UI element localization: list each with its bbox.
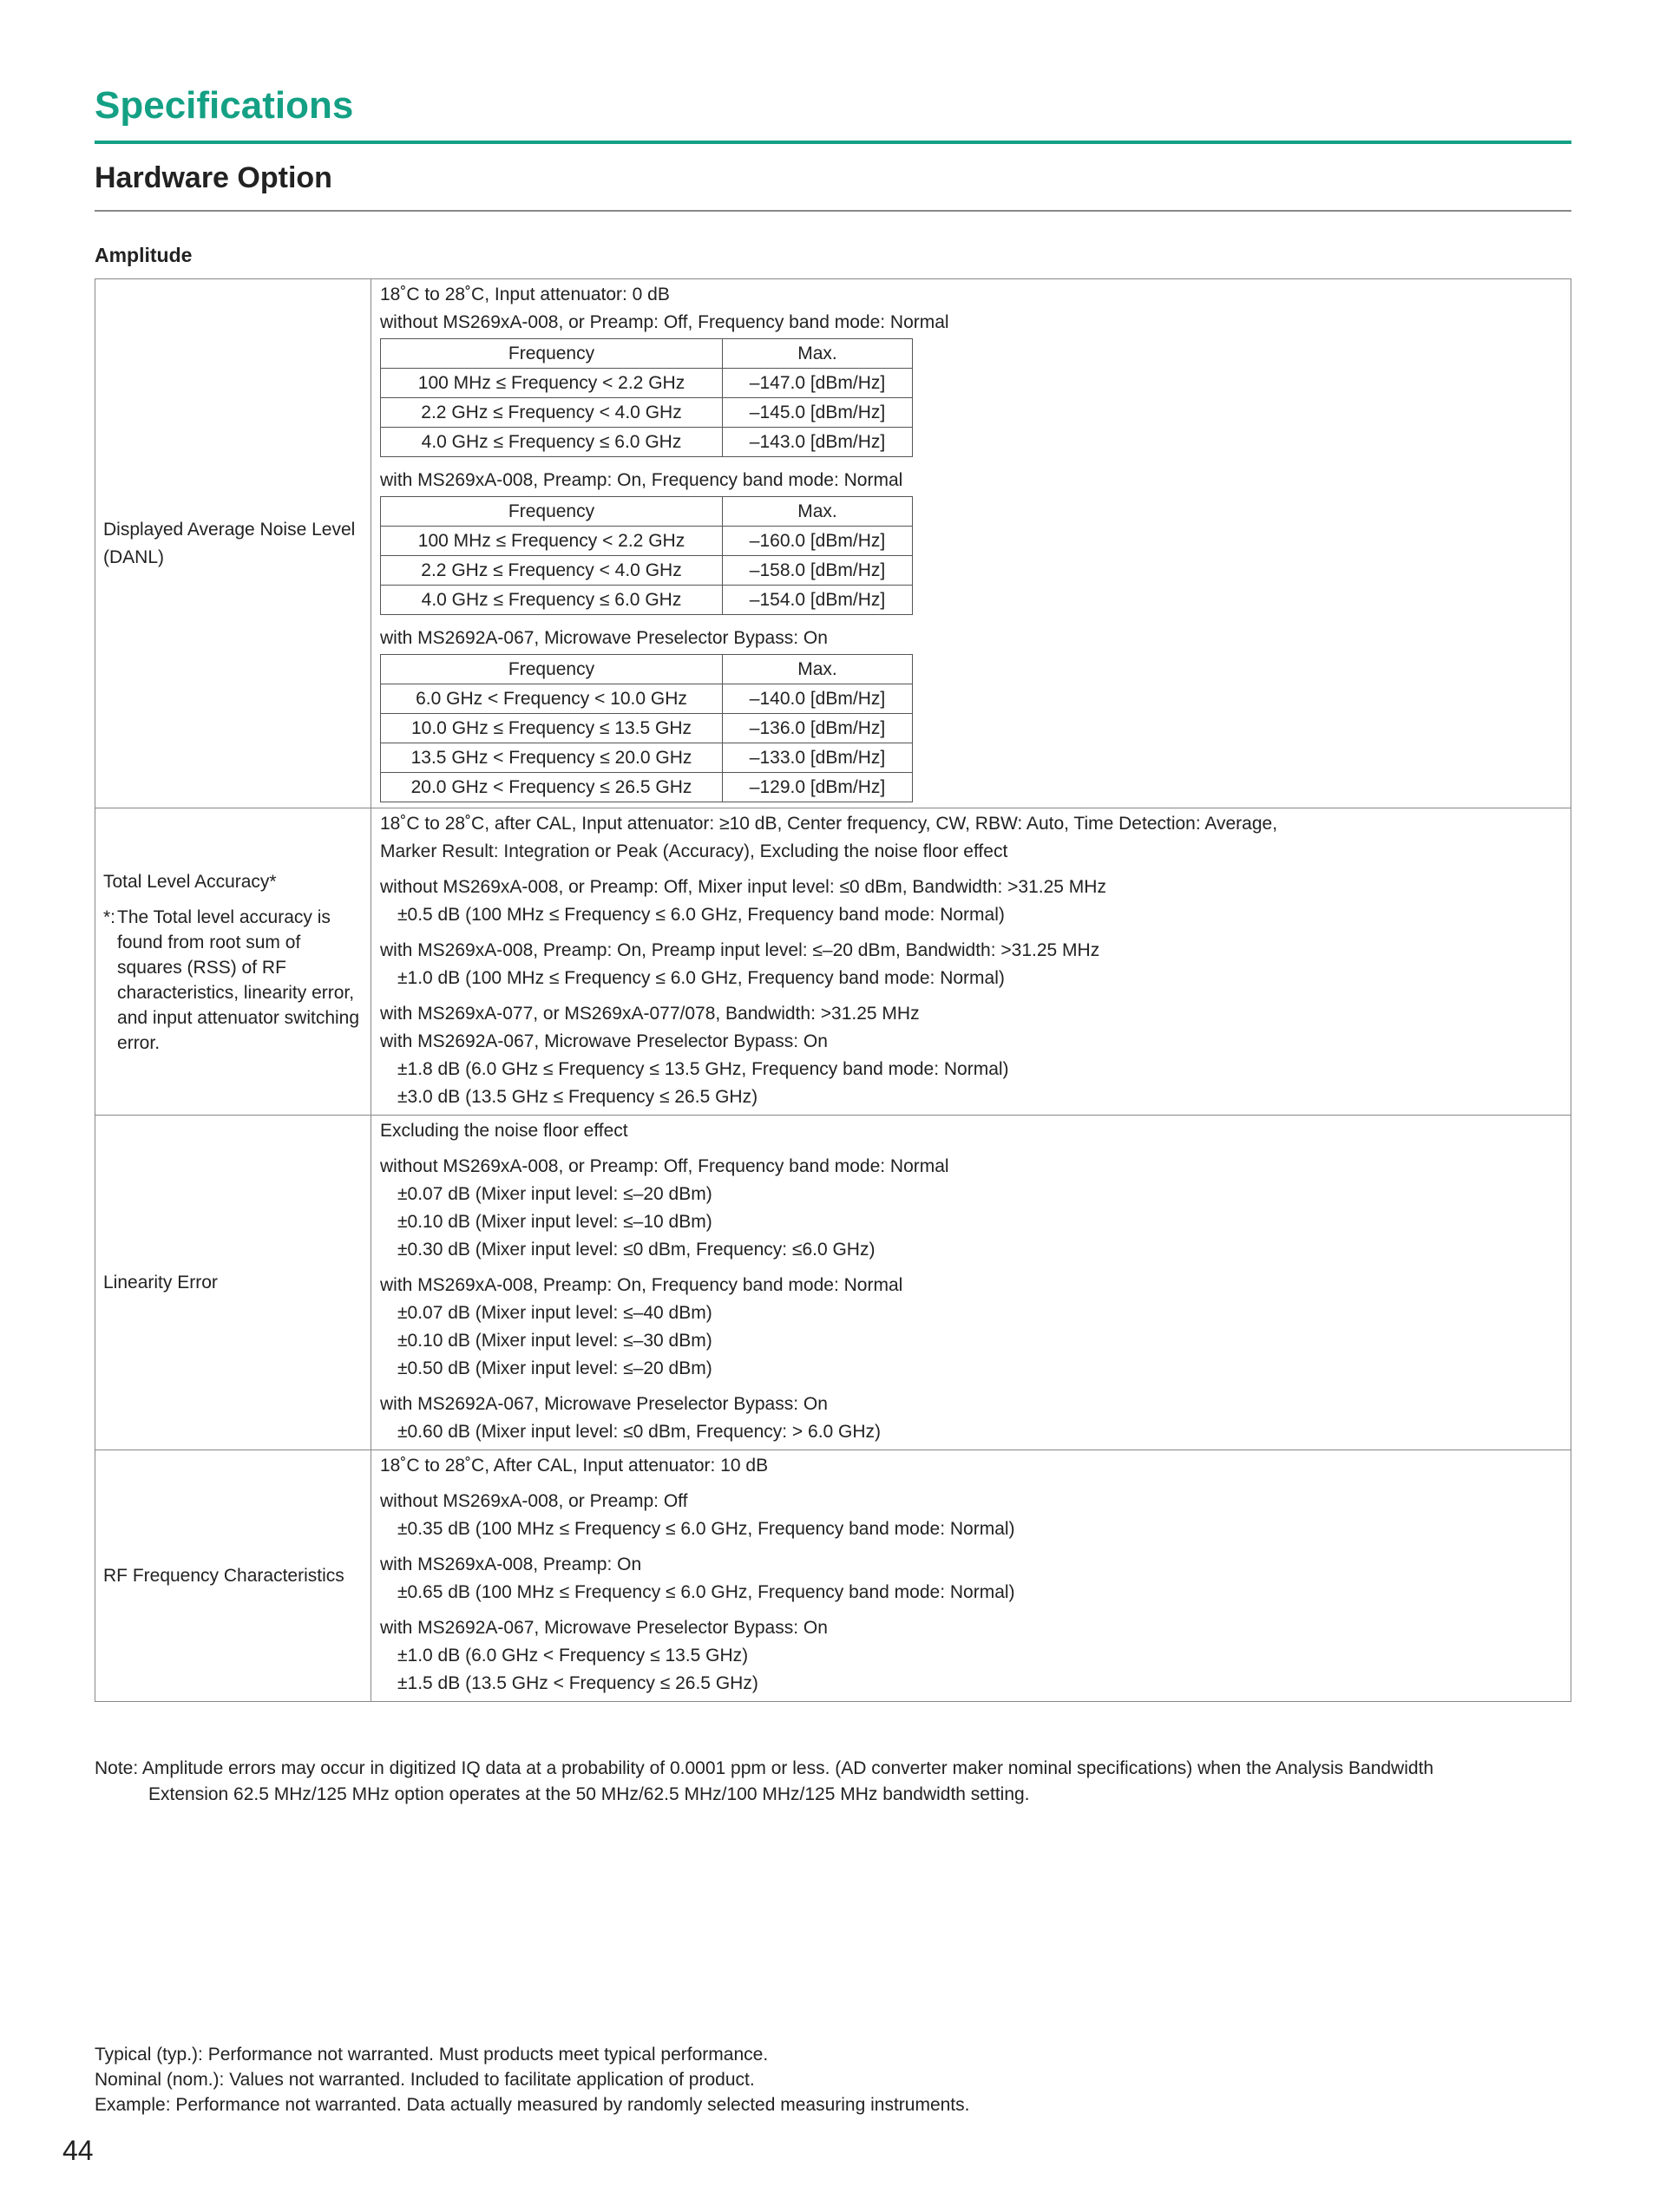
- table-cell: 100 MHz ≤ Frequency < 2.2 GHz: [381, 527, 723, 556]
- spec-value: ±0.5 dB (100 MHz ≤ Frequency ≤ 6.0 GHz, Frequency band mode: Normal): [397, 905, 1005, 925]
- spec-value: ±0.10 dB (Mixer input level: ≤–10 dBm): [397, 1212, 712, 1232]
- danl-table-preamp-off: [380, 338, 913, 457]
- table-cell: 20.0 GHz < Frequency ≤ 26.5 GHz: [381, 773, 723, 802]
- condition-text: Marker Result: Integration or Peak (Accuracy), Excluding the noise floor effect: [380, 841, 1008, 861]
- table-cell: –158.0 [dBm/Hz]: [723, 556, 913, 586]
- note-line: Extension 62.5 MHz/125 MHz option operates at the 50 MHz/62.5 MHz/100 MHz/125 MHz bandwidth setting.: [148, 1784, 1030, 1804]
- danl-table-preamp-on: [380, 496, 913, 615]
- column-header: Frequency: [381, 339, 723, 369]
- group-label: without MS269xA-008, or Preamp: Off, Frequency band mode: Normal: [380, 1156, 949, 1176]
- definitions-footer: [95, 2042, 969, 2117]
- group-label: with MS269xA-008, Preamp: On, Frequency band mode: Normal: [380, 470, 903, 490]
- condition-text: 18˚C to 28˚C, After CAL, Input attenuator: 10 dB: [380, 1456, 769, 1476]
- group-label: with MS2692A-067, Microwave Preselector Bypass: On: [380, 1394, 828, 1414]
- danl-table-bypass: [380, 654, 913, 802]
- group-label: with MS269xA-008, Preamp: On, Frequency band mode: Normal: [380, 1275, 903, 1295]
- group-label: with MS269xA-077, or MS269xA-077/078, Bandwidth: >31.25 MHz: [380, 1004, 920, 1024]
- table-cell: 2.2 GHz ≤ Frequency < 4.0 GHz: [381, 398, 723, 428]
- value-cell: [371, 808, 1571, 1116]
- table-row: [95, 1116, 1571, 1450]
- column-header: Max.: [723, 339, 913, 369]
- table-cell: –129.0 [dBm/Hz]: [723, 773, 913, 802]
- title-divider: [95, 141, 1571, 144]
- table-cell: –133.0 [dBm/Hz]: [723, 743, 913, 773]
- column-header: Frequency: [381, 497, 723, 527]
- page-title: Specifications: [95, 84, 354, 127]
- spec-value: ±0.65 dB (100 MHz ≤ Frequency ≤ 6.0 GHz, Frequency band mode: Normal): [397, 1582, 1015, 1602]
- table-cell: –145.0 [dBm/Hz]: [723, 398, 913, 428]
- param-cell: [95, 1116, 371, 1450]
- footnote-mark: *:: [103, 906, 116, 927]
- table-cell: –147.0 [dBm/Hz]: [723, 369, 913, 398]
- value-cell: [371, 1116, 1571, 1450]
- param-name-rf-frequency-characteristics: RF Frequency Characteristics: [103, 1565, 344, 1586]
- table-cell: 100 MHz ≤ Frequency < 2.2 GHz: [381, 369, 723, 398]
- footnote: [103, 905, 364, 1056]
- section-divider: [95, 210, 1571, 212]
- spec-value: ±0.50 dB (Mixer input level: ≤–20 dBm): [397, 1358, 712, 1378]
- group-label: with MS2692A-067, Microwave Preselector Bypass: On: [380, 1618, 828, 1638]
- group-label: with MS2692A-067, Microwave Preselector Bypass: On: [380, 1031, 828, 1051]
- table-cell: 2.2 GHz ≤ Frequency < 4.0 GHz: [381, 556, 723, 586]
- definition-typical: Typical (typ.): Performance not warranted. Must products meet typical performance.: [95, 2045, 769, 2065]
- table-cell: –136.0 [dBm/Hz]: [723, 714, 913, 743]
- table-cell: 4.0 GHz ≤ Frequency ≤ 6.0 GHz: [381, 428, 723, 457]
- column-header: Max.: [723, 655, 913, 684]
- table-cell: –143.0 [dBm/Hz]: [723, 428, 913, 457]
- table-row: [95, 279, 1571, 808]
- table-cell: 13.5 GHz < Frequency ≤ 20.0 GHz: [381, 743, 723, 773]
- group-label: with MS269xA-008, Preamp: On, Preamp input level: ≤–20 dBm, Bandwidth: >31.25 MHz: [380, 940, 1100, 960]
- table-cell: –160.0 [dBm/Hz]: [723, 527, 913, 556]
- table-cell: 4.0 GHz ≤ Frequency ≤ 6.0 GHz: [381, 586, 723, 615]
- condition-text: 18˚C to 28˚C, after CAL, Input attenuator: ≥10 dB, Center frequency, CW, RBW: Auto, Time Detection: Average,: [380, 814, 1278, 834]
- group-label: with MS269xA-008, Preamp: On: [380, 1554, 642, 1574]
- param-name-linearity-error: Linearity Error: [103, 1272, 218, 1293]
- subsection-title: Amplitude: [95, 244, 193, 266]
- group-label: without MS269xA-008, or Preamp: Off: [380, 1491, 688, 1511]
- section-title: Hardware Option: [95, 161, 332, 194]
- page-number: 44: [62, 2135, 94, 2166]
- table-cell: 10.0 GHz ≤ Frequency ≤ 13.5 GHz: [381, 714, 723, 743]
- param-name-total-level-accuracy: Total Level Accuracy*: [103, 871, 277, 892]
- spec-value: ±0.10 dB (Mixer input level: ≤–30 dBm): [397, 1331, 712, 1351]
- spec-value: ±0.35 dB (100 MHz ≤ Frequency ≤ 6.0 GHz, Frequency band mode: Normal): [397, 1519, 1015, 1539]
- param-cell: [95, 808, 371, 1116]
- spec-value: ±1.0 dB (6.0 GHz < Frequency ≤ 13.5 GHz): [397, 1646, 749, 1666]
- spec-value: ±0.60 dB (Mixer input level: ≤0 dBm, Frequency: > 6.0 GHz): [397, 1422, 882, 1442]
- table-note: [95, 1756, 1571, 1808]
- value-cell: [371, 1450, 1571, 1702]
- param-cell: [95, 279, 371, 808]
- group-label: without MS269xA-008, or Preamp: Off, Mixer input level: ≤0 dBm, Bandwidth: >31.25 MHz: [380, 877, 1106, 897]
- table-cell: 6.0 GHz < Frequency < 10.0 GHz: [381, 684, 723, 714]
- column-header: Max.: [723, 497, 913, 527]
- spec-value: ±0.07 dB (Mixer input level: ≤–20 dBm): [397, 1184, 712, 1204]
- column-header: Frequency: [381, 655, 723, 684]
- amplitude-spec-table: [95, 278, 1571, 1702]
- table-cell: –140.0 [dBm/Hz]: [723, 684, 913, 714]
- definition-nominal: Nominal (nom.): Values not warranted. Included to facilitate application of product.: [95, 2070, 755, 2090]
- note-line: Note: Amplitude errors may occur in digitized IQ data at a probability of 0.0001 ppm or less. (AD converter maker nominal specifications) when the Analysis Bandwidth: [95, 1758, 1434, 1778]
- value-cell: [371, 279, 1571, 808]
- spec-value: ±3.0 dB (13.5 GHz ≤ Frequency ≤ 26.5 GHz): [397, 1087, 758, 1107]
- spec-value: ±0.30 dB (Mixer input level: ≤0 dBm, Frequency: ≤6.0 GHz): [397, 1240, 876, 1260]
- table-cell: –154.0 [dBm/Hz]: [723, 586, 913, 615]
- spec-value: ±1.8 dB (6.0 GHz ≤ Frequency ≤ 13.5 GHz, Frequency band mode: Normal): [397, 1059, 1009, 1079]
- footnote-text: The Total level accuracy is found from root sum of squares (RSS) of RF characteristics, linearity error, and input attenuator switching error.: [117, 906, 360, 1053]
- spec-value: ±1.0 dB (100 MHz ≤ Frequency ≤ 6.0 GHz, Frequency band mode: Normal): [397, 968, 1005, 988]
- table-row: [95, 808, 1571, 1116]
- param-name-danl: Displayed Average Noise Level (DANL): [103, 519, 356, 567]
- condition-text: 18˚C to 28˚C, Input attenuator: 0 dB: [380, 285, 670, 304]
- spec-value: ±1.5 dB (13.5 GHz < Frequency ≤ 26.5 GHz): [397, 1673, 758, 1693]
- group-label: without MS269xA-008, or Preamp: Off, Frequency band mode: Normal: [380, 312, 949, 332]
- condition-text: Excluding the noise floor effect: [380, 1121, 628, 1141]
- definition-example: Example: Performance not warranted. Data actually measured by randomly selected measuring instruments.: [95, 2095, 970, 2115]
- param-cell: [95, 1450, 371, 1702]
- spec-value: ±0.07 dB (Mixer input level: ≤–40 dBm): [397, 1303, 712, 1323]
- group-label: with MS2692A-067, Microwave Preselector Bypass: On: [380, 628, 828, 648]
- table-row: [95, 1450, 1571, 1702]
